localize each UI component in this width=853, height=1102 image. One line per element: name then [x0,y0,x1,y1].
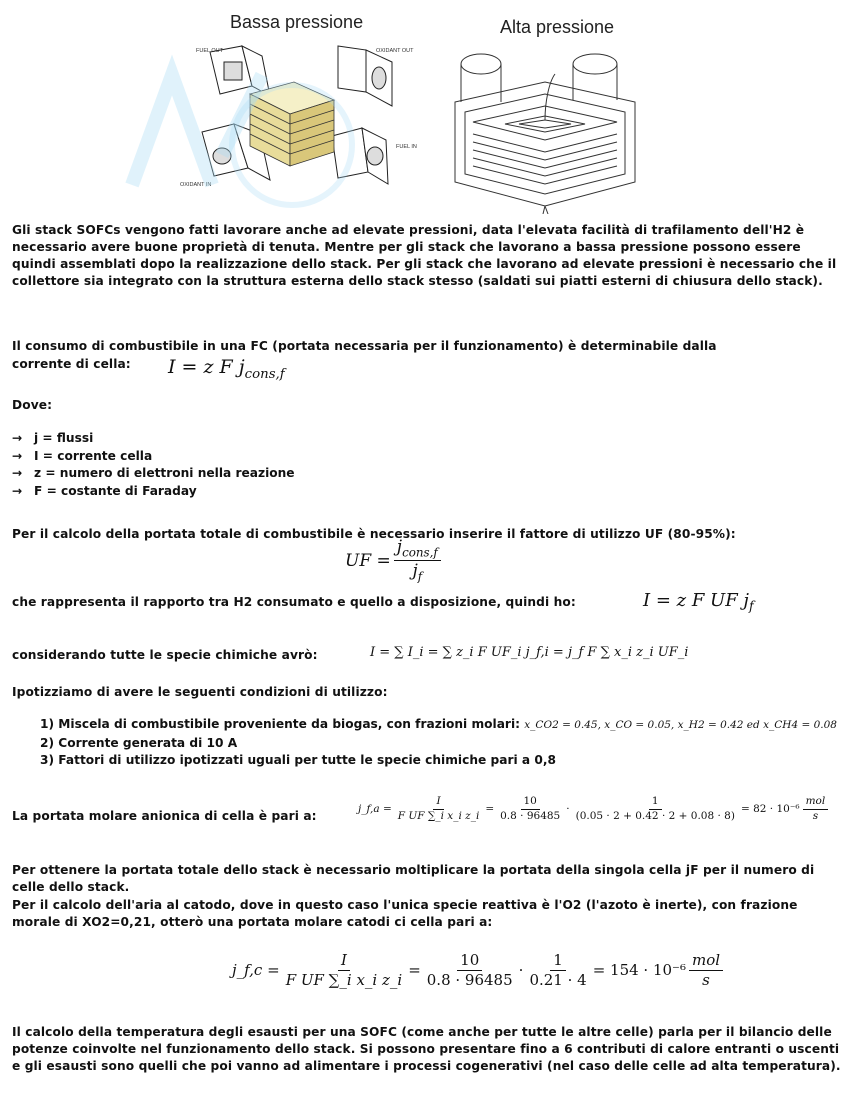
arrow-right-icon: → [12,448,23,463]
list-item [12,448,295,466]
formula-current-uf-main: I = z F UF j [643,590,750,611]
paragraph-ratio: che rappresenta il rapporto tra H2 consumato e quello a disposizione, quindi ho: [12,595,576,609]
definitions-list [12,430,295,500]
cathodic-frac2-num: 10 [457,952,482,971]
label-oxidant-in: OXIDANT IN [180,182,212,188]
anodic-frac3-den: (0.05 · 2 + 0.42 · 2 + 0.08 · 8) [575,809,735,822]
formula-current-uf-sub: f [749,598,754,614]
arrow-right-icon: → [12,431,23,445]
formula-current [168,356,285,382]
label-fuel-out: FUEL OUT [196,48,223,54]
anodic-frac3-num: 1 [649,796,662,810]
cathodic-frac2-den: 0.8 · 96485 [426,970,513,989]
cathodic-frac1-num: I [338,952,350,971]
conditions-list [40,716,837,770]
paragraph-all-species: considerando tutte le specie chimiche avrò: [12,648,318,662]
anodic-unit-num: mol [803,796,829,810]
paragraph-fuel-consumption-cont: corrente di cella: [12,357,131,371]
cathodic-frac3-num: 1 [550,952,566,971]
anodic-unit-den: s [812,809,819,822]
arrow-right-icon: → [12,483,23,498]
cathodic-result: = 154 · 10⁻⁶ [592,961,686,979]
definition-i: I = corrente cella [34,448,153,463]
formula-anodic: j_f,a = $\frac{I}{\text{F UF ∑\_i x\_i z\_i}}$ = $\frac{10}{0.8 \cdot 96485}$ · $\frac{1}{(0.05 \cdot 2 + 0.42 \cdot 2 + 0.08 \cdot 8)}$ = 82 · 10⁻⁶ $\frac{\text{mol}}{s}$ [358,796,831,822]
formula-sum-species: I = ∑ I_i = ∑ z_i F UF_i j_f,i = j_f F ∑ x_i z_i UF_i [370,645,689,660]
cathodic-unit-den: s [702,970,710,989]
formula-cathodic: j_f,c = $\frac{I}{\text{F UF ∑\_i x\_i z\_i}}$ = $\frac{10}{0.8 \cdot 96485}$ · $\frac{1}{0.21 \cdot 4}$ = 154 · 10⁻⁶ $\frac{\text{mol}}{s}$ [232,952,726,988]
list-item: 3) Fattori di utilizzo ipotizzati uguali per tutte le specie chimiche pari a 0,8 [40,753,556,767]
anodic-result: = 82 · 10⁻⁶ [740,803,800,816]
list-item: 2) Corrente generata di 10 A [40,735,238,750]
cathodic-unit-num: mol [689,952,723,971]
paragraph-stack-total: Per ottenere la portata totale dello stack è necessario moltiplicare la portata della singola cella jF per il numero di celle dello stack. [12,863,815,894]
condition-1-fractions: x_CO2 = 0.45, x_CO = 0.05, x_H2 = 0.42 ed x_CH4 = 0.08 [524,719,837,731]
condition-1: 1) Miscela di combustibile proveniente da biogas, con frazioni molari: [40,717,520,731]
figure-title-low-pressure: Bassa pressione [230,12,364,32]
anodic-frac1-den: F UF ∑_i x_i z_i [397,809,480,822]
definition-f: F = costante di Faraday [34,483,197,498]
paragraph-fuel-consumption: Il consumo di combustibile in una FC (portata necessaria per il funzionamento) è determinabile dalla [12,339,717,353]
formula-uf-fraction [394,538,441,584]
list-item [12,465,295,483]
anodic-frac2-den: 0.8 · 96485 [500,809,561,822]
anodic-frac1-num: I [433,796,443,810]
list-item [12,430,295,448]
paragraph-conditions-intro: Ipotizziamo di avere le seguenti condizioni di utilizzo: [12,685,388,699]
paragraph-exhaust-temperature: Il calcolo della temperatura degli esausti per una SOFC (come anche per tutte le altre celle) parla per il bilancio delle potenze coinvolte nel funzionamento dello stack. Si possono presentare fino a 6 contributi di calore entranti o uscenti e gli esausti sono quelli che poi vanno ad alimentare i processi cogenerativi (nel caso delle celle ad alta temperatura). [12,1025,841,1073]
label-fuel-in: FUEL IN [396,144,417,150]
definition-j: j = flussi [34,431,94,445]
anodic-frac2-num: 10 [521,796,540,810]
list-item [40,716,837,735]
anodic-lhs: j_f,a = [358,803,392,816]
formula-current-uf [643,590,754,614]
cathodic-frac1-den: F UF ∑_i x_i z_i [285,970,403,989]
formula-current-sub: cons,f [244,366,285,382]
label-dove: Dove: [12,398,53,412]
cathodic-frac3-den: 0.21 · 4 [529,970,587,989]
paragraph-stack-pressure: Gli stack SOFCs vengono fatti lavorare anche ad elevate pressioni, data l'elevata facilità di trafilamento dell'H2 è necessario avere buone proprietà di tenuta. Mentre per gli stack che lavorano a bassa pressione possono essere quindi assemblati dopo la realizzazione dello stack. Per gli stack che lavorano ad elevate pressioni è necessario che il collettore sia integrato con la struttura esterna dello stack stesso (saldati sui piatti esterni di chiusura dello stack). [12,223,837,288]
arrow-right-icon: → [12,466,23,480]
low-pressure-stack-figure [170,38,430,200]
figure-title-high-pressure: Alta pressione [500,17,615,37]
list-item [12,483,295,501]
uf-num-sub: cons,f [402,545,438,560]
uf-den: j [412,561,418,582]
paragraph-utilization-factor: Per il calcolo della portata totale di combustibile è necessario inserire il fattore di utilizzo UF (80-95%): [12,527,736,541]
definition-z: z = numero di elettroni nella reazione [34,466,295,480]
uf-den-sub: f [417,569,423,584]
formula-uf [345,538,444,584]
uf-num: j [396,537,403,557]
paragraph-anodic-flow: La portata molare anionica di cella è pari a: [12,809,317,823]
cathodic-lhs: j_f,c = [232,961,280,979]
label-oxidant-out: OXIDANT OUT [376,48,414,54]
formula-current-main: I = z F j [168,356,245,378]
formula-uf-lhs: UF = [345,550,391,571]
paragraph-cathode-air: Per il calcolo dell'aria al catodo, dove in questo caso l'unica specie reattiva è l'O2 (l'azoto è inerte), con frazione morale di XO2=0,21, otterò una portata molare catodi ci cella pari a: [12,898,798,929]
high-pressure-stack-figure [445,42,645,214]
